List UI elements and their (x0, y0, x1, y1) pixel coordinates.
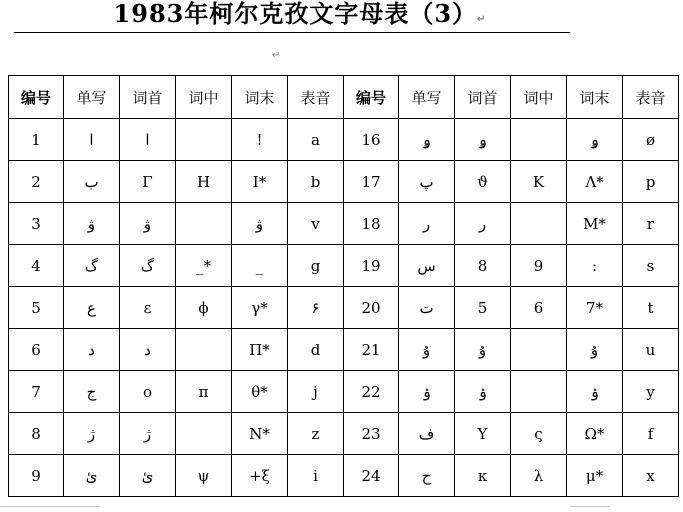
table-cell: 5 (9, 287, 64, 329)
table-cell: 4 (9, 245, 64, 287)
table-cell (176, 329, 232, 371)
table-cell: ψ (176, 455, 232, 497)
table-cell: 9 (9, 455, 64, 497)
column-header: 编号 (344, 76, 399, 119)
table-cell: t (623, 287, 679, 329)
title-text: 1983年柯尔克孜文字母表（3） (113, 0, 478, 28)
table-cell: ς (511, 413, 567, 455)
footer-rule (0, 506, 100, 507)
table-cell: 8 (455, 245, 511, 287)
table-cell: 8 (9, 413, 64, 455)
table-cell: Γ (120, 161, 176, 203)
table-cell: a (288, 119, 344, 161)
table-cell: r (623, 203, 679, 245)
table-cell: M* (567, 203, 623, 245)
table-cell: 2 (9, 161, 64, 203)
table-cell: 7 (9, 371, 64, 413)
table-cell: b (288, 161, 344, 203)
table-row (9, 161, 679, 203)
table-cell: μ* (567, 455, 623, 497)
table-cell: ۇ (399, 329, 455, 371)
table-cell: ع (64, 287, 120, 329)
table-cell: θ* (232, 371, 288, 413)
table-cell: i (288, 455, 344, 497)
table-cell: p (623, 161, 679, 203)
title-underline (14, 32, 570, 33)
table-cell: ۅ (455, 119, 511, 161)
table-cell: ۉ (455, 371, 511, 413)
column-header: 词首 (455, 76, 511, 119)
table-cell: : (567, 245, 623, 287)
column-header: 词中 (176, 76, 232, 119)
column-header: 词末 (567, 76, 623, 119)
table-cell: ئ (64, 455, 120, 497)
header-row (9, 76, 679, 119)
table-cell (176, 203, 232, 245)
table-cell: g (288, 245, 344, 287)
table-cell: 18 (344, 203, 399, 245)
table-cell: 6 (9, 329, 64, 371)
table-cell: Ω* (567, 413, 623, 455)
table-cell: 6 (511, 287, 567, 329)
table-cell: 19 (344, 245, 399, 287)
table-cell: _ (232, 245, 288, 287)
table-cell: ۅ (567, 119, 623, 161)
column-header: 单写 (64, 76, 120, 119)
table-cell: ۋ (232, 203, 288, 245)
table-body (9, 119, 679, 497)
table-cell: j (288, 371, 344, 413)
table-cell: 1 (9, 119, 64, 161)
table-cell: ۉ (399, 371, 455, 413)
table-cell: 9 (511, 245, 567, 287)
table-cell: x (623, 455, 679, 497)
table-row (9, 287, 679, 329)
table-cell (511, 119, 567, 161)
table-cell: N* (232, 413, 288, 455)
table-cell: I* (232, 161, 288, 203)
table-cell: o (120, 371, 176, 413)
table-cell: Λ* (567, 161, 623, 203)
column-header: 表音 (288, 76, 344, 119)
table-cell: κ (455, 455, 511, 497)
kyrgyz-alphabet-table (8, 75, 679, 497)
table-cell: 16 (344, 119, 399, 161)
table-cell: v (288, 203, 344, 245)
table-cell (511, 371, 567, 413)
document-title (0, 0, 600, 30)
table-row (9, 203, 679, 245)
table-cell: u (623, 329, 679, 371)
table-cell: 5 (455, 287, 511, 329)
table-row (9, 455, 679, 497)
table-cell: ر (399, 203, 455, 245)
table-row (9, 371, 679, 413)
column-header: 单写 (399, 76, 455, 119)
table-cell: K (511, 161, 567, 203)
table-cell: ۇ (455, 329, 511, 371)
table-cell: گ (120, 245, 176, 287)
table-cell: π (176, 371, 232, 413)
table-cell (176, 119, 232, 161)
table-cell: 23 (344, 413, 399, 455)
table-cell: ۅ (399, 119, 455, 161)
table-cell: ۋ (120, 203, 176, 245)
table-cell: Y (455, 413, 511, 455)
table-cell: ئ (120, 455, 176, 497)
table-cell: پ (399, 161, 455, 203)
table-cell: ا (64, 119, 120, 161)
footer-rule (570, 506, 610, 507)
table-row (9, 119, 679, 161)
table-cell: گ (64, 245, 120, 287)
table-cell: ح (399, 455, 455, 497)
column-header: 词中 (511, 76, 567, 119)
table-cell: 3 (9, 203, 64, 245)
table-cell: 7* (567, 287, 623, 329)
table-cell: د (64, 329, 120, 371)
table-cell: ژ (120, 413, 176, 455)
table-cell: ۶ (288, 287, 344, 329)
table-cell: ϕ (176, 287, 232, 329)
table-cell: ژ (64, 413, 120, 455)
table-cell: H (176, 161, 232, 203)
table-cell: ف (399, 413, 455, 455)
table-row (9, 245, 679, 287)
table-cell (511, 329, 567, 371)
table-cell (176, 413, 232, 455)
column-header: 编号 (9, 76, 64, 119)
table-cell: ø (623, 119, 679, 161)
table-cell: _* (176, 245, 232, 287)
table-cell: s (623, 245, 679, 287)
table-cell: γ* (232, 287, 288, 329)
table-cell: س (399, 245, 455, 287)
table-cell: d (288, 329, 344, 371)
table-cell: ε (120, 287, 176, 329)
table-cell: Π* (232, 329, 288, 371)
table-cell: ب (64, 161, 120, 203)
table-cell: ج (64, 371, 120, 413)
table-row (9, 413, 679, 455)
table-cell: ! (232, 119, 288, 161)
table-cell: z (288, 413, 344, 455)
column-header: 词末 (232, 76, 288, 119)
column-header: 词首 (120, 76, 176, 119)
table-cell: ر (455, 203, 511, 245)
table-cell: 17 (344, 161, 399, 203)
column-header: 表音 (623, 76, 679, 119)
table-cell: ۇ (567, 329, 623, 371)
table-cell: 24 (344, 455, 399, 497)
paragraph-mark-icon: ↵ (272, 50, 281, 61)
table-cell: ۋ (64, 203, 120, 245)
table-cell: y (623, 371, 679, 413)
paragraph-mark-icon: ↵ (477, 14, 487, 25)
table-cell: +ξ (232, 455, 288, 497)
table-cell: ت (399, 287, 455, 329)
table-cell: λ (511, 455, 567, 497)
table-cell: ا (120, 119, 176, 161)
table-cell (511, 203, 567, 245)
table-cell: f (623, 413, 679, 455)
table-cell: 20 (344, 287, 399, 329)
table-cell: 21 (344, 329, 399, 371)
table-cell: ϑ (455, 161, 511, 203)
table-cell: د (120, 329, 176, 371)
table-cell: 22 (344, 371, 399, 413)
table-row (9, 329, 679, 371)
table-cell: ۉ (567, 371, 623, 413)
